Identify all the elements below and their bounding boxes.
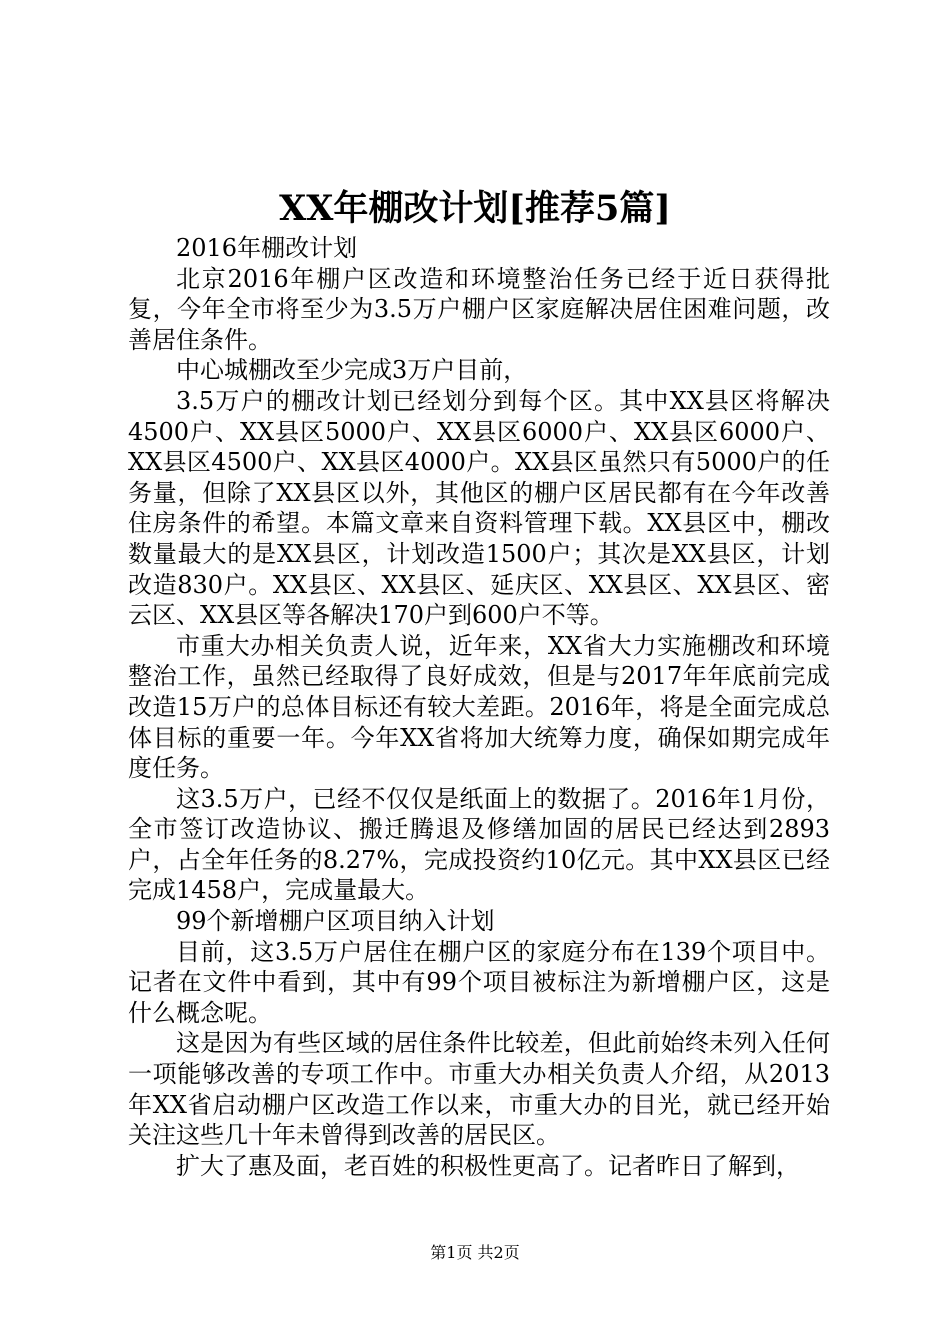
document-body — [128, 233, 830, 1181]
paragraph: 市重大办相关负责人说，近年来，XX省大力实施棚改和环境整治工作，虽然已经取得了良好成效，但是与2017年年底前完成改造15万户的总体目标还有较大差距。2016年，将是全面完成总体目标的重要一年。今年XX省将加大统筹力度，确保如期完成年度任务。 — [128, 631, 830, 783]
paragraph-heading: 99个新增棚户区项目纳入计划 — [176, 907, 495, 936]
paragraph: 目前，这3.5万户居住在棚户区的家庭分布在139个项目中。记者在文件中看到，其中有99个项目被标注为新增棚户区，这是什么概念呢。 — [128, 937, 830, 1027]
paragraph: 3.5万户的棚改计划已经划分到每个区。其中XX县区将解决4500户、XX县区5000户、XX县区6000户、XX县区6000户、XX县区4500户、XX县区4000户。XX县区虽然只有5000户的任务量，但除了XX县区以外，其他区的棚户区居民都有在今年改善住房条件的希望。本篇文章来自资料管理下载。XX县区中，棚改数量最大的是XX县区，计划改造1500户；其次是XX县区，计划改造830户。XX县区、XX县区、延庆区、XX县区、XX县区、密云区、XX县区等各解决170户到600户不等。 — [128, 386, 830, 630]
paragraph: 中心城棚改至少完成3万户目前， — [176, 356, 528, 385]
paragraph: 扩大了惠及面，老百姓的积极性更高了。记者昨日了解到， — [176, 1151, 800, 1180]
page-number-footer: 第1页 共2页 — [430, 1243, 520, 1262]
paragraph: 北京2016年棚户区改造和环境整治任务已经于近日获得批复，今年全市将至少为3.5万户棚户区家庭解决居住困难问题，改善居住条件。 — [128, 264, 830, 354]
paragraph: 这3.5万户，已经不仅仅是纸面上的数据了。2016年1月份，全市签订改造协议、搬迁腾退及修缮加固的居民已经达到2893户，占全年任务的8.27%，完成投资约10亿元。其中XX县区已经完成1458户，完成量最大。 — [128, 784, 830, 905]
paragraph: 这是因为有些区域的居住条件比较差，但此前始终未列入任何一项能够改善的专项工作中。市重大办相关负责人介绍，从2013年XX省启动棚户区改造工作以来，市重大办的目光，就已经开始关注这些几十年未曾得到改善的居民区。 — [128, 1029, 830, 1150]
document-title: XX年棚改计划[推荐5篇] — [279, 188, 671, 229]
paragraph-heading: 2016年棚改计划 — [176, 234, 358, 262]
